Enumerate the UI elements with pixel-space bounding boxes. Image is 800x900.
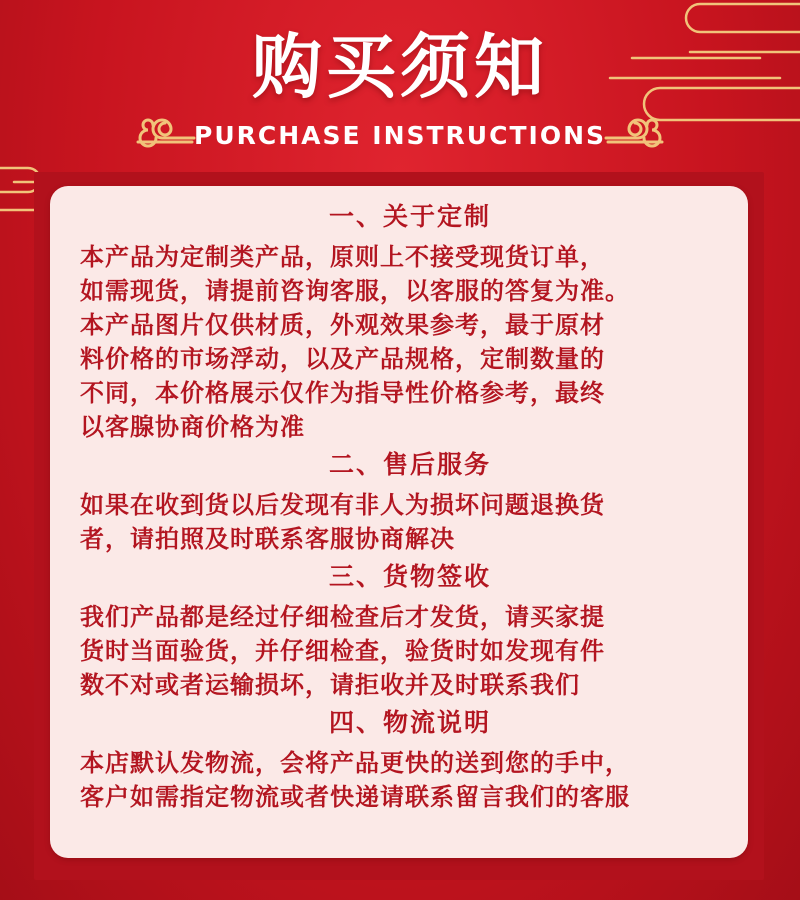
- text-line: 客户如需指定物流或者快递请联系留言我们的客服: [80, 783, 630, 811]
- text-line: 货时当面验货，并仔细检查，验货时如发现有件: [80, 637, 605, 665]
- section-text-logistics: [80, 746, 740, 814]
- auspicious-cloud-icon-right: [604, 108, 666, 148]
- text-line: 我们产品都是经过仔细检查后才发货，请买家提: [80, 603, 605, 631]
- text-line: 如需现货，请提前咨询客服，以客服的答复为准。: [80, 277, 630, 305]
- instructions-content: [80, 200, 740, 818]
- text-line: 者，请拍照及时联系客服协商解决: [80, 525, 455, 553]
- text-line: 以客腺协商价格为准: [80, 413, 305, 441]
- section-text-after-sales: [80, 488, 740, 556]
- section-title-logistics: 四、物流说明: [328, 708, 491, 737]
- text-line: 本店默认发物流，会将产品更快的送到您的手中，: [80, 749, 630, 777]
- text-line: 本产品为定制类产品，原则上不接受现货订单，: [80, 243, 605, 271]
- text-line: 数不对或者运输损坏，请拒收并及时联系我们: [80, 671, 580, 699]
- section-text-receipt: [80, 600, 740, 702]
- page-title: 购买须知: [252, 26, 548, 108]
- text-line: 如果在收到货以后发现有非人为损坏问题退换货: [80, 491, 605, 519]
- section-text-customization: [80, 240, 740, 444]
- text-line: 不同，本价格展示仅作为指导性价格参考，最终: [80, 379, 605, 407]
- page-subtitle: PURCHASE INSTRUCTIONS: [194, 121, 606, 150]
- text-line: 本产品图片仅供材质，外观效果参考，最于原材: [80, 311, 605, 339]
- section-title-receipt: 三、货物签收: [328, 562, 491, 591]
- section-title-after-sales: 二、售后服务: [328, 450, 491, 479]
- text-line: 料价格的市场浮动，以及产品规格，定制数量的: [80, 345, 605, 373]
- section-title-customization: 一、关于定制: [328, 202, 491, 231]
- instructions-card: [50, 186, 748, 858]
